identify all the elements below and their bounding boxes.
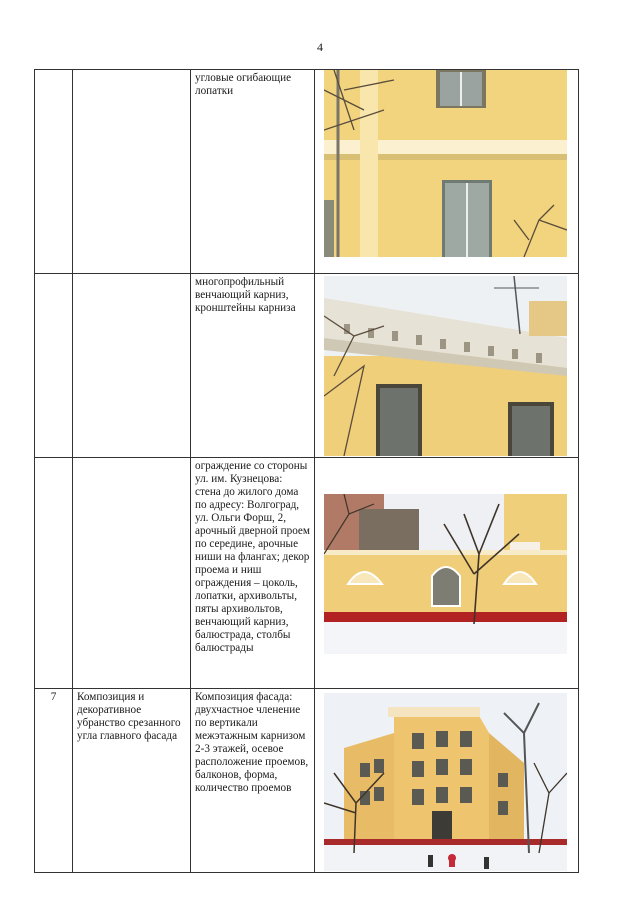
photo-fence-wall — [324, 494, 567, 654]
element-name-cell — [73, 458, 191, 689]
row-number-cell — [35, 458, 73, 689]
description-cell: Композиция фасада: двухчастное членение по вертикали межэтажным карнизом 2-3 этажей, осевое расположение проемов, балконов, форма, количество проемов — [191, 689, 315, 873]
element-name-cell — [73, 70, 191, 274]
photo-cell — [315, 458, 579, 689]
table-row — [35, 274, 579, 458]
photo-cell — [315, 70, 579, 274]
description-cell: ограждение со стороны ул. им. Кузнецова: стена до жилого дома по адресу: Волгоград, ул. Ольги Форш, 2, арочный дверной проем по середине, арочные ниши на флангах; декор проема и ниш ограждения – цоколь, лопатки, архивольты, пяты архивольтов, венчающий карниз, балюстрада, столбы балюстрады — [191, 458, 315, 689]
table-row — [35, 70, 579, 274]
monument-elements-table — [34, 69, 579, 873]
element-name-cell — [73, 274, 191, 458]
row-number-cell — [35, 274, 73, 458]
photo-cell — [315, 274, 579, 458]
photo-corner-facade — [324, 693, 567, 871]
description-cell: многопрофильный венчающий карниз, кронштейны карниза — [191, 274, 315, 458]
description-cell: угловые огибающие лопатки — [191, 70, 315, 274]
photo-cell — [315, 689, 579, 873]
table-row — [35, 458, 579, 689]
row-number-cell: 7 — [35, 689, 73, 873]
photo-corner-pilasters — [324, 70, 567, 257]
element-name-cell: Композиция и декоративное убранство срезанного угла главного фасада — [73, 689, 191, 873]
row-number-cell — [35, 70, 73, 274]
table-row — [35, 689, 579, 873]
photo-cornice-brackets — [324, 276, 567, 456]
page-number: 4 — [317, 40, 323, 54]
